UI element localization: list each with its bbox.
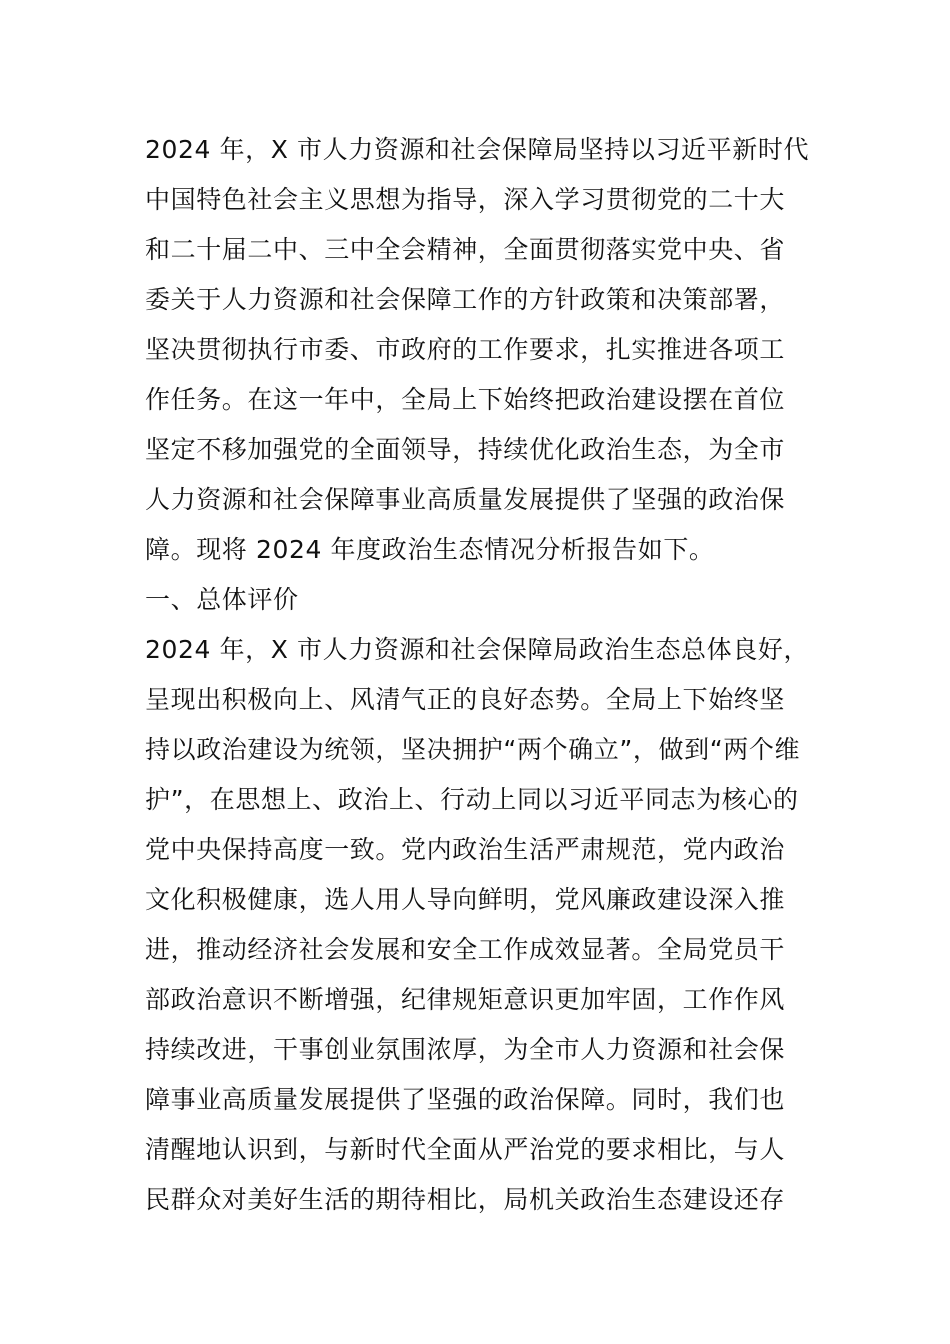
- text-line: 障。现将 2024 年度政治生态情况分析报告如下。: [145, 535, 715, 564]
- text-line: 呈现出积极向上、风清气正的良好态势。全局上下始终坚: [145, 685, 786, 714]
- text-line: 坚定不移加强党的全面领导，持续优化政治生态，为全市: [145, 435, 786, 464]
- text-line: 持以政治建设为统领，坚决拥护“两个确立”，做到“两个维: [145, 735, 801, 764]
- text-line: 人力资源和社会保障事业高质量发展提供了坚强的政治保: [145, 485, 786, 514]
- text-line: 2024 年，X 市人力资源和社会保障局坚持以习近平新时代: [145, 135, 810, 164]
- text-line: 中国特色社会主义思想为指导，深入学习贯彻党的二十大: [145, 185, 786, 214]
- text-line: 2024 年，X 市人力资源和社会保障局政治生态总体良好，: [145, 635, 810, 664]
- text-line: 持续改进，干事创业氛围浓厚，为全市人力资源和社会保: [145, 1035, 786, 1064]
- text-line: 委关于人力资源和社会保障工作的方针政策和决策部署，: [145, 285, 786, 314]
- text-line: 护”，在思想上、政治上、行动上同以习近平同志为核心的: [145, 785, 799, 814]
- text-line: 和二十届二中、三中全会精神，全面贯彻落实党中央、省: [145, 235, 786, 264]
- text-line: 部政治意识不断增强，纪律规矩意识更加牢固，工作作风: [145, 985, 786, 1014]
- report-body: [145, 125, 815, 1225]
- text-line: 党中央保持高度一致。党内政治生活严肃规范，党内政治: [145, 835, 786, 864]
- text-line: 民群众对美好生活的期待相比，局机关政治生态建设还存: [145, 1185, 786, 1214]
- text-line: 障事业高质量发展提供了坚强的政治保障。同时，我们也: [145, 1085, 786, 1114]
- text-line: 清醒地认识到，与新时代全面从严治党的要求相比，与人: [145, 1135, 786, 1164]
- text-line: 进，推动经济社会发展和安全工作成效显著。全局党员干: [145, 935, 786, 964]
- text-line: 作任务。在这一年中，全局上下始终把政治建设摆在首位: [145, 385, 786, 414]
- text-line: 坚决贯彻执行市委、市政府的工作要求，扎实推进各项工: [145, 335, 786, 364]
- section-heading: 一、总体评价: [145, 585, 299, 614]
- text-line: 文化积极健康，选人用人导向鲜明，党风廉政建设深入推: [145, 885, 786, 914]
